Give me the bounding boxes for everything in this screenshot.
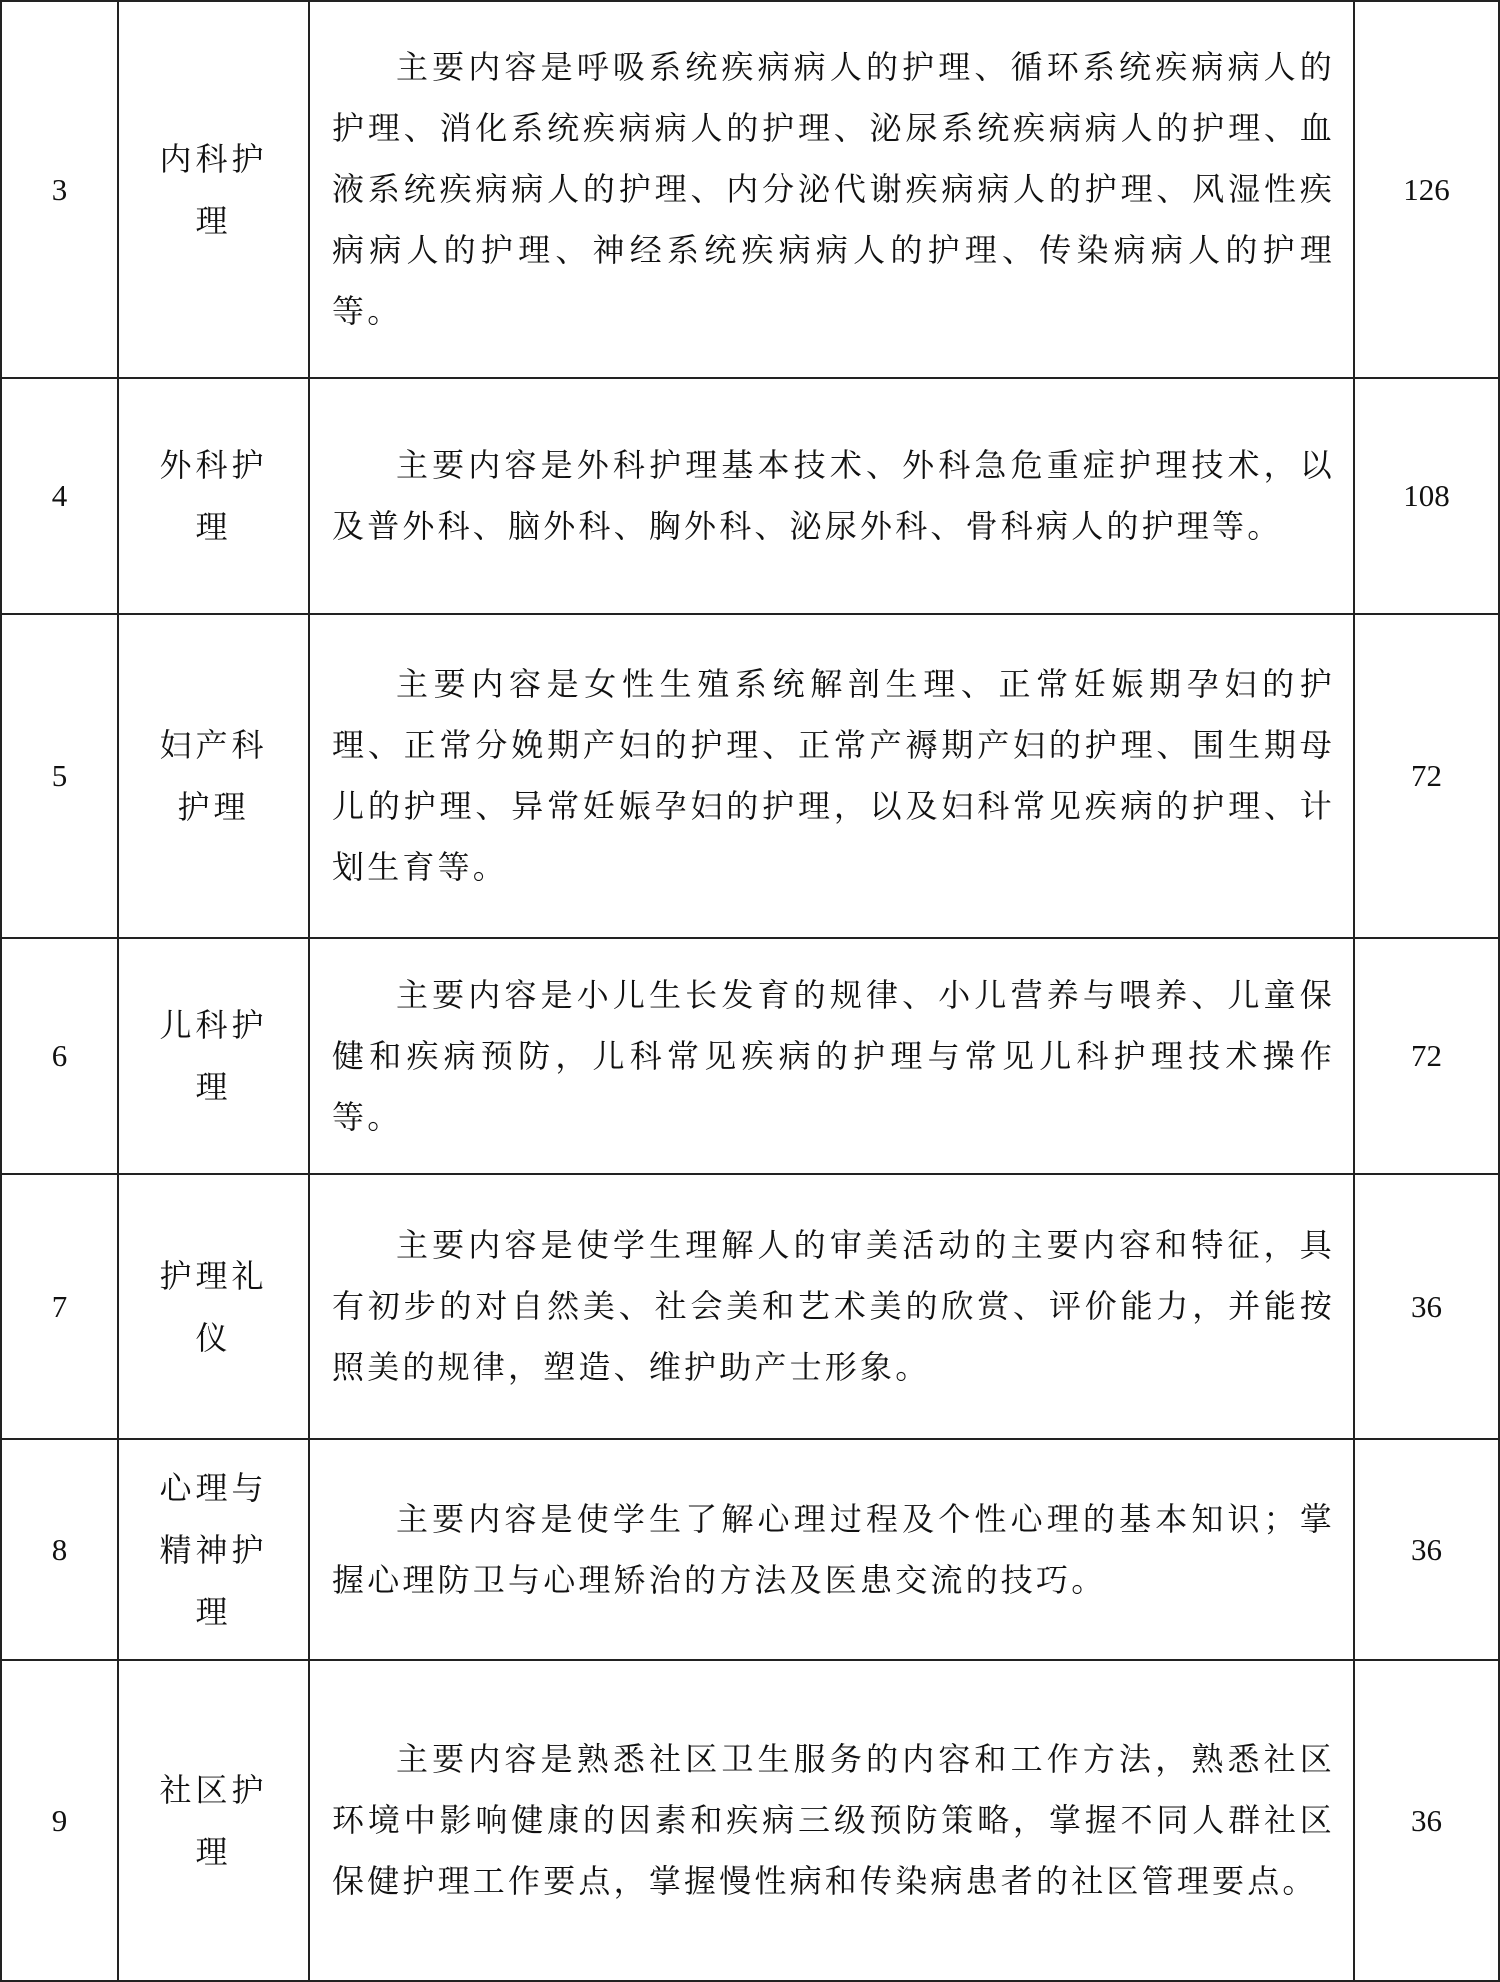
course-description bbox=[309, 1439, 1354, 1660]
course-description bbox=[309, 1, 1354, 378]
course-description-text: 主要内容是外科护理基本技术、外科急危重症护理技术，以及普外科、脑外科、胸外科、泌尿外科、骨科病人的护理等。 bbox=[332, 446, 1335, 545]
course-name bbox=[118, 938, 309, 1174]
course-description bbox=[309, 1174, 1354, 1439]
course-description-text: 主要内容是呼吸系统疾病病人的护理、循环系统疾病病人的护理、消化系统疾病病人的护理、泌尿系统疾病病人的护理、血液系统疾病病人的护理、内分泌代谢疾病病人的护理、风湿性疾病病人的护理、神经系统疾病病人的护理、传染病病人的护理等。 bbox=[332, 48, 1335, 330]
course-hours: 108 bbox=[1354, 378, 1499, 614]
course-description bbox=[309, 378, 1354, 614]
row-number: 6 bbox=[1, 938, 118, 1174]
row-number: 9 bbox=[1, 1660, 118, 1981]
table-row bbox=[1, 378, 1499, 614]
course-name bbox=[118, 1660, 309, 1981]
course-hours: 36 bbox=[1354, 1660, 1499, 1981]
course-name bbox=[118, 614, 309, 938]
row-number: 5 bbox=[1, 614, 118, 938]
course-description bbox=[309, 938, 1354, 1174]
course-name-text: 妇产科护理 bbox=[159, 726, 268, 826]
row-number: 3 bbox=[1, 1, 118, 378]
course-description bbox=[309, 614, 1354, 938]
course-name-text: 儿科护理 bbox=[159, 1006, 268, 1106]
course-hours: 72 bbox=[1354, 614, 1499, 938]
course-name bbox=[118, 1439, 309, 1660]
course-description bbox=[309, 1660, 1354, 1981]
course-name bbox=[118, 378, 309, 614]
course-name bbox=[118, 1174, 309, 1439]
course-description-text: 主要内容是使学生理解人的审美活动的主要内容和特征，具有初步的对自然美、社会美和艺术美的欣赏、评价能力，并能按照美的规律，塑造、维护助产士形象。 bbox=[332, 1226, 1335, 1386]
row-number: 7 bbox=[1, 1174, 118, 1439]
table-row bbox=[1, 938, 1499, 1174]
course-description-text: 主要内容是使学生了解心理过程及个性心理的基本知识；掌握心理防卫与心理矫治的方法及医患交流的技巧。 bbox=[332, 1499, 1335, 1599]
course-hours: 126 bbox=[1354, 1, 1499, 378]
course-description-text: 主要内容是女性生殖系统解剖生理、正常妊娠期孕妇的护理、正常分娩期产妇的护理、正常产褥期产妇的护理、围生期母儿的护理、异常妊娠孕妇的护理，以及妇科常见疾病的护理、计划生育等。 bbox=[332, 665, 1335, 886]
course-hours: 36 bbox=[1354, 1174, 1499, 1439]
course-name-text: 外科护理 bbox=[159, 446, 268, 546]
course-name-text: 护理礼仪 bbox=[159, 1256, 268, 1357]
row-number: 4 bbox=[1, 378, 118, 614]
table-row bbox=[1, 614, 1499, 938]
course-hours: 36 bbox=[1354, 1439, 1499, 1660]
table-row bbox=[1, 1174, 1499, 1439]
course-name-text: 心理与精神护理 bbox=[159, 1468, 268, 1631]
row-number: 8 bbox=[1, 1439, 118, 1660]
course-description-text: 主要内容是小儿生长发育的规律、小儿营养与喂养、儿童保健和疾病预防，儿科常见疾病的护理与常见儿科护理技术操作等。 bbox=[332, 975, 1335, 1136]
course-name-text: 社区护理 bbox=[159, 1770, 268, 1871]
table-row bbox=[1, 1660, 1499, 1981]
table-row bbox=[1, 1439, 1499, 1660]
course-description-text: 主要内容是熟悉社区卫生服务的内容和工作方法，熟悉社区环境中影响健康的因素和疾病三级预防策略，掌握不同人群社区保健护理工作要点，掌握慢性病和传染病患者的社区管理要点。 bbox=[332, 1740, 1335, 1900]
course-name bbox=[118, 1, 309, 378]
course-name-text: 内科护理 bbox=[159, 139, 268, 240]
course-hours: 72 bbox=[1354, 938, 1499, 1174]
table-row bbox=[1, 1, 1499, 378]
